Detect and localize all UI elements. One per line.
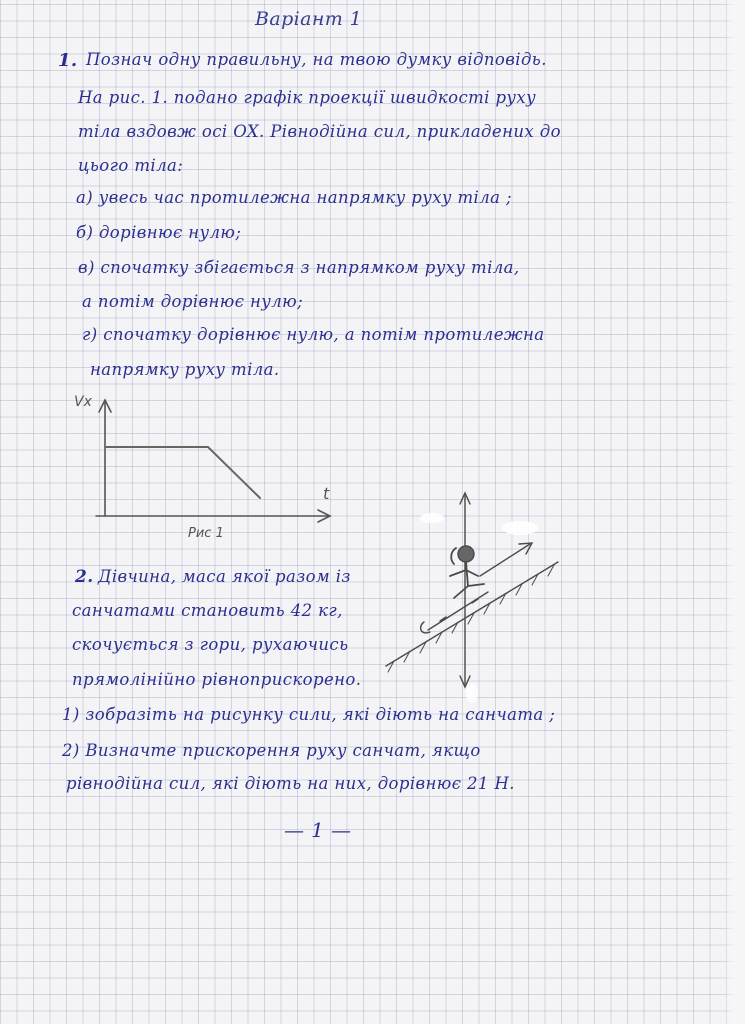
correction-mark xyxy=(502,521,538,535)
girl-head xyxy=(458,546,474,562)
slope-hatching xyxy=(388,565,554,672)
slope-direction-arrow xyxy=(480,544,530,576)
task1-option-d-cont: напрямку руху тіла. xyxy=(90,360,280,379)
task1-option-c: в) спочатку збігається з напрямком руху тіла, xyxy=(78,258,520,277)
task1-number: 1. xyxy=(58,50,78,71)
velocity-line xyxy=(105,447,260,498)
velocity-graph xyxy=(60,390,340,530)
task1-line: На рис. 1. подано графік проекції швидкості руху xyxy=(78,88,537,107)
task1-option-d: г) спочатку дорівнює нулю, а потім протилежна xyxy=(82,325,545,344)
slope-line xyxy=(386,562,558,666)
y-axis-label: Vx xyxy=(74,394,92,410)
page-edge xyxy=(723,0,745,1024)
task1-option-a: а) увесь час протилежна напрямку руху тіла ; xyxy=(76,188,512,207)
task2-line: санчатами становить 42 кг, xyxy=(72,601,343,620)
x-axis-label: t xyxy=(323,484,330,503)
task1-option-b: б) дорівнює нулю; xyxy=(76,223,242,242)
task1-line: Познач одну правильну, на твою думку відповідь. xyxy=(86,50,547,69)
task2-line: прямолінійно рівноприскорено. xyxy=(72,670,362,689)
task2-question-2: 2) Визначте прискорення руху санчат, якщо xyxy=(62,741,481,760)
task2-question-2-cont: рівнодійна сил, які діють на них, дорівнює 21 Н. xyxy=(66,774,515,793)
sled-on-slope-drawing xyxy=(380,488,580,718)
task2-line: Дівчина, маса якої разом із xyxy=(98,567,351,586)
task2-question-1: 1) зобразіть на рисунку сили, які діють на санчата ; xyxy=(62,705,556,724)
variant-title: Варіант 1 xyxy=(255,8,363,30)
task1-line: тіла вздовж осі OX. Рівнодійна сил, прикладених до xyxy=(78,122,561,141)
correction-mark xyxy=(420,513,444,523)
figure-caption: Рис 1 xyxy=(188,526,224,541)
correction-mark xyxy=(466,683,478,703)
task2-line: скочується з гори, рухаючись xyxy=(72,635,349,654)
page-number: — 1 — xyxy=(284,818,352,842)
task1-line: цього тіла: xyxy=(78,156,184,175)
task2-number: 2. xyxy=(75,567,94,587)
task1-option-c-cont: а потім дорівнює нулю; xyxy=(82,292,304,311)
